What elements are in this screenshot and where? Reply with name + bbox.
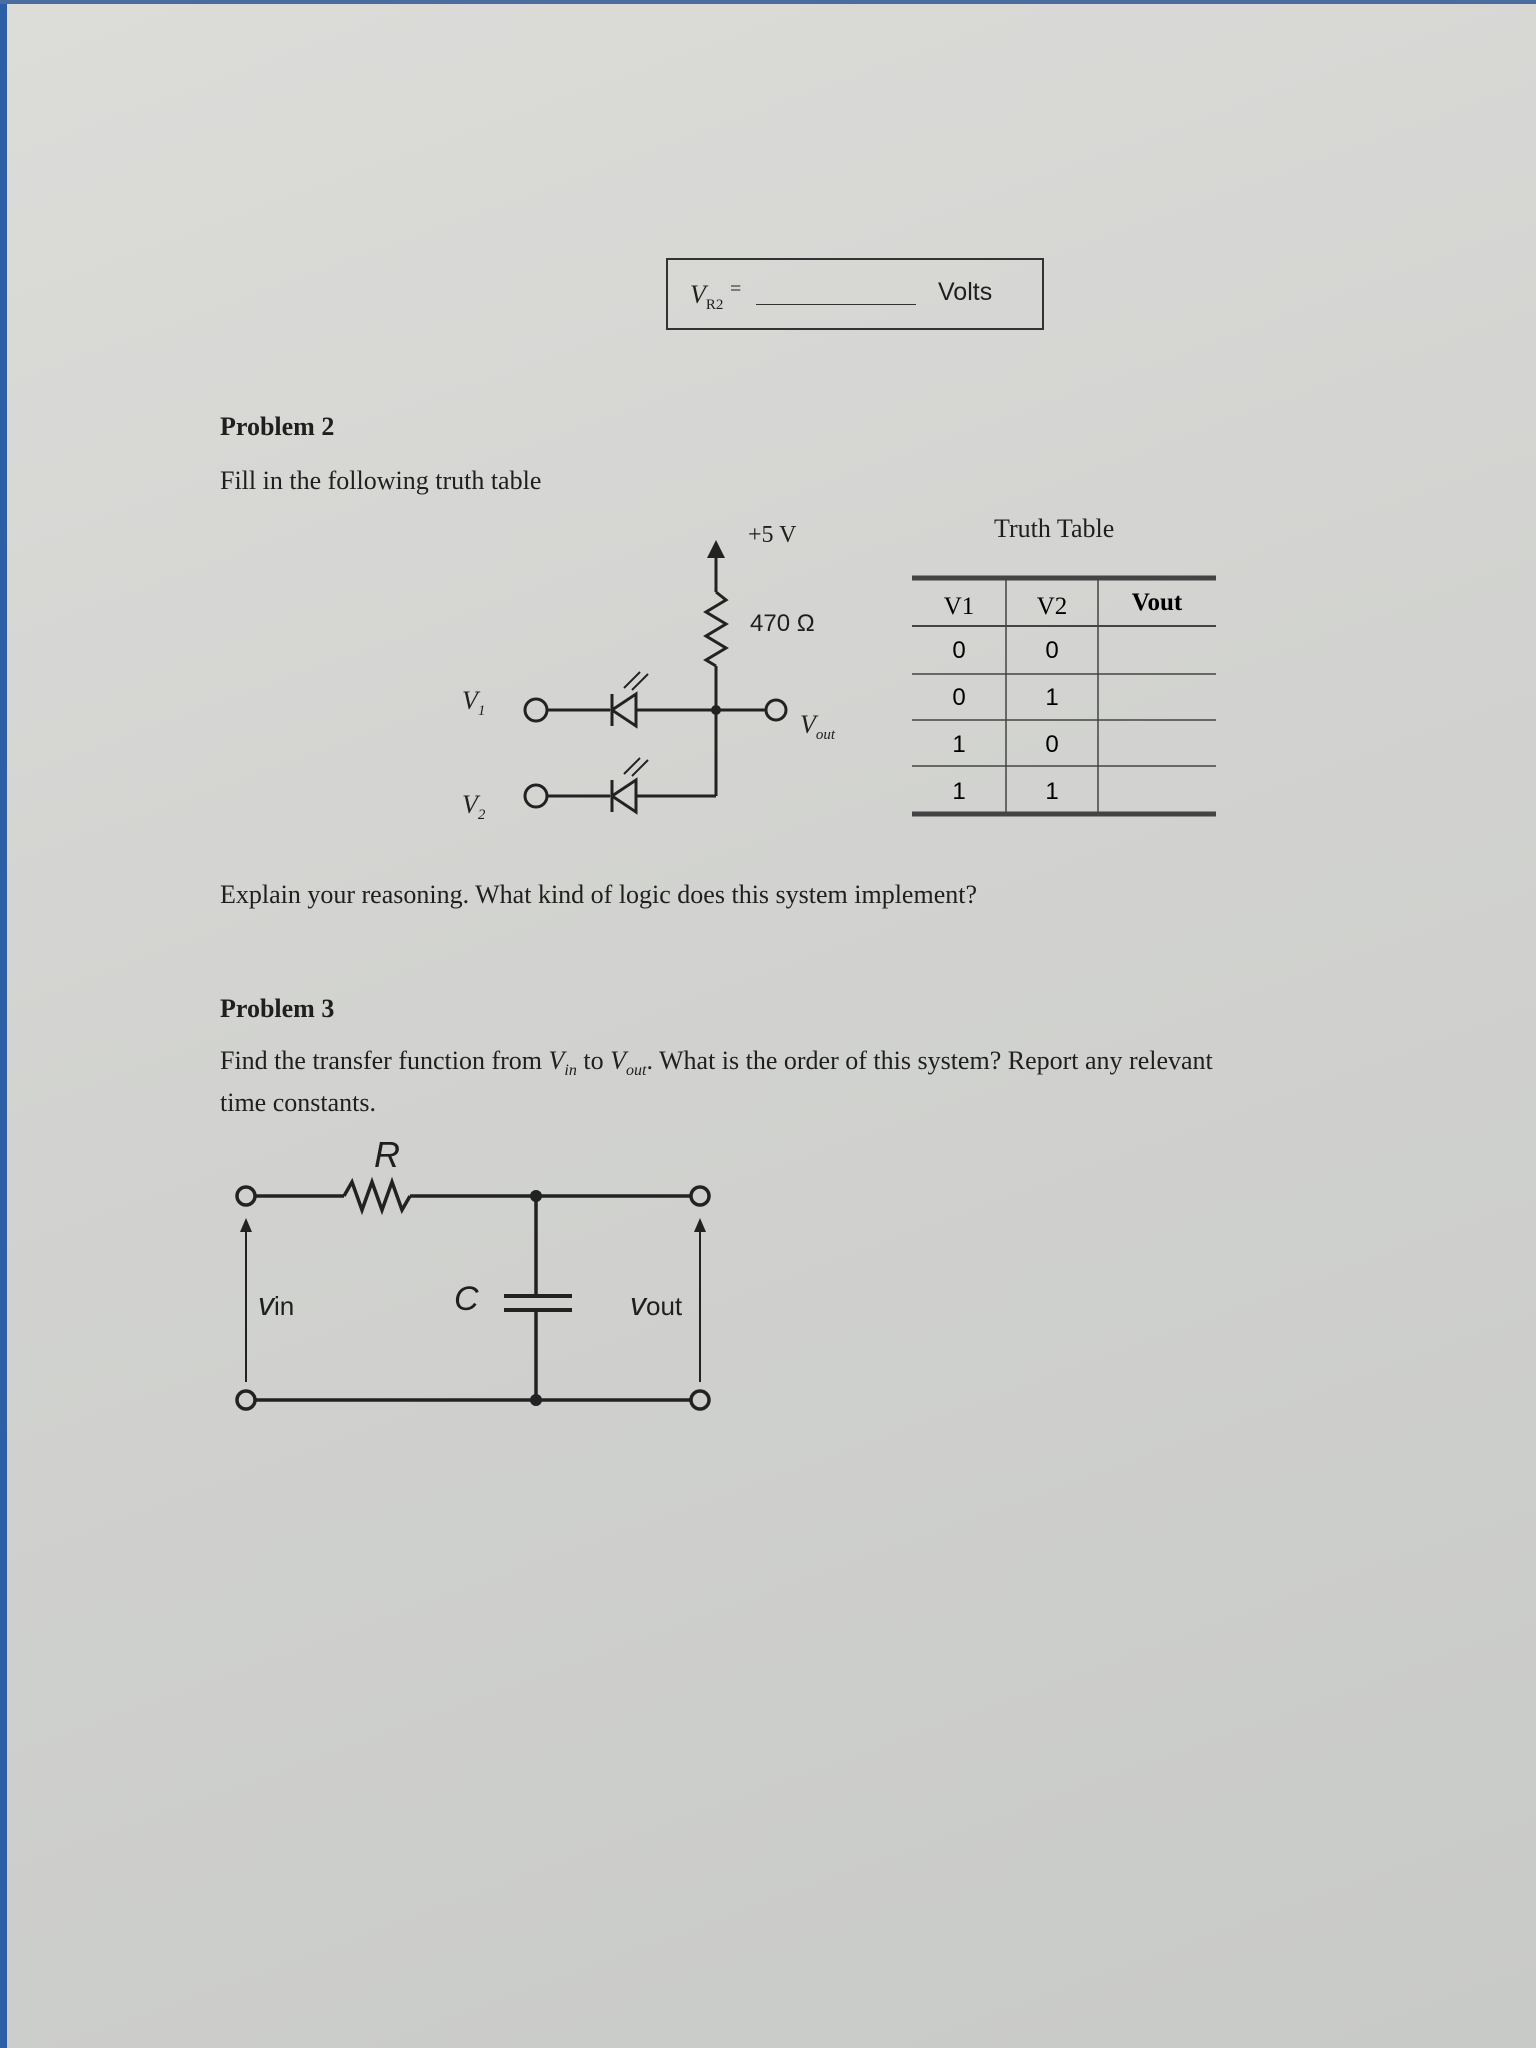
vout-label: $V_{out}$ <box>800 710 836 744</box>
rc-vin-label: vin <box>258 1286 295 1322</box>
led2-triangle <box>612 780 636 812</box>
rc-resistor-label: R <box>374 1134 400 1175</box>
rc-out-top-terminal <box>691 1187 709 1205</box>
tt-cell-r2-v1: 1 <box>952 731 966 758</box>
tt-cell-r0-v1: 0 <box>952 637 966 664</box>
truth-table <box>912 578 1216 814</box>
rc-out-bottom-terminal <box>691 1391 709 1409</box>
rc-in-top-terminal <box>237 1187 255 1205</box>
tt-cell-r3-v2: 1 <box>1045 778 1059 805</box>
problem2-title: Problem 2 <box>220 412 335 441</box>
tt-header-v2: V2 <box>1036 593 1068 620</box>
tt-cell-r1-v2: 1 <box>1045 684 1059 711</box>
problem3-line1: Find the transfer function from $V_{in}$ to $V_{out}$. What is the order of this system? Report any relevant <box>220 1046 1213 1080</box>
rc-capacitor-label: C <box>454 1280 479 1318</box>
rc-resistor <box>344 1182 410 1210</box>
tt-header-v1: V1 <box>943 593 975 620</box>
resistor-470 <box>706 592 726 666</box>
tt-cell-r2-v2: 0 <box>1045 731 1059 758</box>
truth-table-title: Truth Table <box>994 514 1115 543</box>
v1-label: $V_1$ <box>462 686 486 720</box>
vout-terminal <box>766 700 786 720</box>
v2-terminal <box>525 785 547 807</box>
problem2-question: Explain your reasoning. What kind of logic does this system implement? <box>220 880 977 909</box>
v2-label: $V_2$ <box>462 790 486 824</box>
tt-cell-r0-v2: 0 <box>1045 637 1059 664</box>
rc-in-bottom-terminal <box>237 1391 255 1409</box>
tt-cell-r1-v1: 0 <box>952 684 966 711</box>
resistor-470-label: 470 Ω <box>750 610 815 637</box>
problem2-instruction: Fill in the following truth table <box>220 466 542 495</box>
supply-label: +5 V <box>748 522 797 548</box>
v1-terminal <box>525 699 547 721</box>
supply-arrow <box>707 540 725 558</box>
problem3-title: Problem 3 <box>220 994 335 1023</box>
led1-triangle <box>612 694 636 726</box>
rc-circuit <box>237 1182 709 1409</box>
answer-variable: $V_{R2}$ <box>690 280 724 314</box>
answer-equals: = <box>730 278 742 300</box>
answer-unit: Volts <box>938 278 993 306</box>
diode-logic-circuit <box>525 540 786 812</box>
rc-vout-label: vout <box>630 1286 683 1322</box>
tt-cell-r3-v1: 1 <box>952 778 966 805</box>
problem3-line2: time constants. <box>220 1088 376 1117</box>
tt-header-vout: Vout <box>1131 589 1183 616</box>
